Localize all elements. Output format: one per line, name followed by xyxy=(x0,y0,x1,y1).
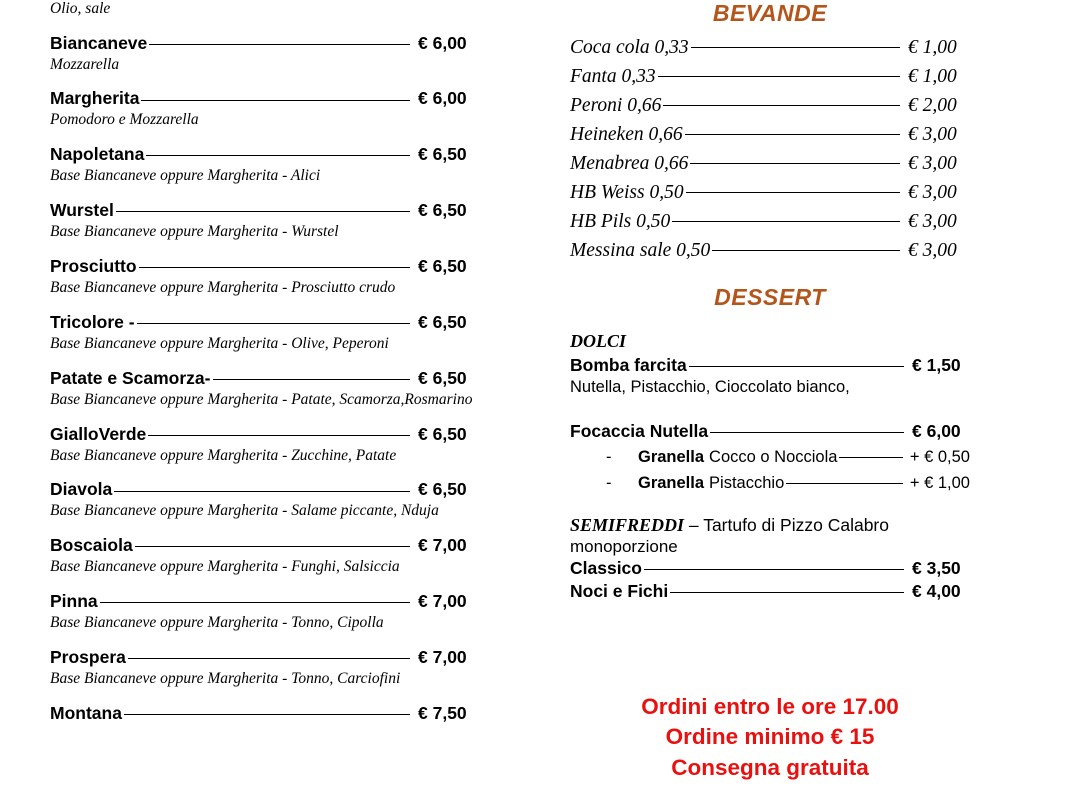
drink-row xyxy=(570,91,970,117)
pizza-item xyxy=(50,31,480,73)
dolci-label: DOLCI xyxy=(570,330,627,351)
pizza-description: Base Biancaneve oppure Margherita - Alici xyxy=(50,167,321,185)
granella-price: + € 0,50 xyxy=(909,448,970,466)
leader-line xyxy=(100,590,410,608)
pizza-description: Pomodoro e Mozzarella xyxy=(50,111,199,129)
drink-price: € 1,00 xyxy=(908,36,957,58)
drink-name: Coca cola 0,33 xyxy=(570,36,689,58)
pizza-description: Base Biancaneve oppure Margherita - Zucchine, Patate xyxy=(50,446,397,464)
leader-line xyxy=(712,236,900,256)
leader-line xyxy=(786,471,903,488)
pizza-item xyxy=(50,534,480,576)
dessert-price: € 6,00 xyxy=(912,420,961,441)
pizza-name-line xyxy=(50,87,480,110)
leader-line xyxy=(128,646,410,664)
drink-name: Fanta 0,33 xyxy=(570,65,656,87)
leader-line xyxy=(670,579,904,597)
granella-price: + € 1,00 xyxy=(909,473,970,492)
leader-line xyxy=(658,62,900,82)
pizza-item xyxy=(50,701,480,724)
pizza-name: Tricolore - xyxy=(50,311,135,332)
pizza-name-line xyxy=(50,310,480,333)
drink-name: Heineken 0,66 xyxy=(570,123,683,145)
semifreddo-row xyxy=(570,579,970,602)
dessert-item-bomba xyxy=(570,354,970,377)
semifreddi-portion: monoporzione xyxy=(570,536,678,556)
pizza-price: € 6,00 xyxy=(418,88,467,109)
granella-option-row xyxy=(606,446,970,468)
pizza-name: Wurstel xyxy=(50,200,114,221)
drink-name: HB Pils 0,50 xyxy=(570,210,671,232)
footer-line-3: Consegna gratuita xyxy=(671,754,869,780)
drink-price: € 3,00 xyxy=(908,210,957,232)
pizza-item xyxy=(50,254,480,296)
section-title-bevande: BEVANDE xyxy=(712,0,828,26)
semifreddo-row xyxy=(570,557,970,580)
drink-row xyxy=(570,236,970,262)
pizza-price: € 6,50 xyxy=(418,367,467,388)
pizza-name-line xyxy=(50,646,480,669)
pizza-name-line xyxy=(50,701,480,724)
leader-line xyxy=(139,254,410,272)
pizza-name-line xyxy=(50,199,480,222)
granella-option-row xyxy=(606,471,970,493)
footer-line-2: Ordine minimo € 15 xyxy=(665,724,875,750)
dessert-item-focaccia xyxy=(570,419,970,442)
pizza-item xyxy=(50,87,480,129)
granella-flavour: Cocco o Nocciola xyxy=(709,448,838,466)
drink-price: € 3,00 xyxy=(908,239,957,261)
pizza-name-line xyxy=(50,143,480,166)
pizza-name: Diavola xyxy=(50,479,113,500)
pizza-list-column xyxy=(50,0,480,738)
drinks-list xyxy=(570,33,970,262)
pizza-name-line xyxy=(50,31,480,54)
pizza-item xyxy=(50,366,480,408)
granella-label: Granella xyxy=(638,448,705,466)
pizza-name: Napoletana xyxy=(50,144,145,165)
leader-line xyxy=(690,149,900,169)
leader-line xyxy=(135,534,410,552)
pizza-name-line xyxy=(50,422,480,445)
pizza-item xyxy=(50,478,480,520)
pizza-description: Base Biancaneve oppure Margherita - Funghi, Salsiccia xyxy=(50,558,400,576)
drink-name: Messina sale 0,50 xyxy=(570,239,711,261)
leader-line xyxy=(141,87,410,105)
bullet-dash: - xyxy=(606,473,612,492)
semifreddo-price: € 3,50 xyxy=(912,558,961,578)
pizza-name: Pinna xyxy=(50,591,98,612)
leader-line xyxy=(839,446,902,463)
drink-price: € 3,00 xyxy=(908,152,957,174)
drink-row xyxy=(570,33,970,59)
dessert-description-bomba: Nutella, Pistacchio, Cioccolato bianco, xyxy=(570,378,850,396)
drink-price: € 3,00 xyxy=(908,123,957,145)
pizza-item xyxy=(50,310,480,352)
pizza-price: € 6,50 xyxy=(418,479,467,500)
pizza-name: Patate e Scamorza- xyxy=(50,367,211,388)
pizza-price: € 6,50 xyxy=(418,200,467,221)
pizza-name-line xyxy=(50,254,480,277)
drink-row xyxy=(570,178,970,204)
leader-line xyxy=(663,91,900,111)
pizza-name: Prospera xyxy=(50,647,126,667)
pizza-description: Base Biancaneve oppure Margherita - Wurstel xyxy=(50,223,339,241)
pizza-price: € 7,50 xyxy=(418,702,467,723)
drink-price: € 3,00 xyxy=(908,181,957,203)
leader-line xyxy=(213,366,411,384)
leader-line xyxy=(137,310,410,328)
pizza-price: € 6,50 xyxy=(418,311,467,332)
granella-options xyxy=(570,446,970,493)
semifreddi-rest: – Tartufo di Pizzo Calabro xyxy=(688,514,889,535)
pizza-description: Base Biancaneve oppure Margherita - Patate, Scamorza,Rosmarino xyxy=(50,390,473,408)
granella-label: Granella xyxy=(638,473,705,492)
semifreddo-name: Classico xyxy=(570,558,642,578)
leader-line xyxy=(644,557,904,575)
pizza-price: € 7,00 xyxy=(418,591,467,612)
pizza-item xyxy=(50,143,480,185)
dessert-name: Focaccia Nutella xyxy=(570,420,709,441)
pizza-name: Montana xyxy=(50,702,122,723)
leader-line xyxy=(691,33,900,53)
partial-description-top: Olio, sale xyxy=(50,0,111,17)
semifreddi-heading xyxy=(570,515,970,536)
pizza-name: Margherita xyxy=(50,88,140,109)
drink-row xyxy=(570,149,970,175)
drink-name: Menabrea 0,66 xyxy=(570,152,689,174)
pizza-item xyxy=(50,590,480,632)
semifreddo-name: Noci e Fichi xyxy=(570,580,669,601)
pizza-price: € 7,00 xyxy=(418,647,467,667)
pizza-price: € 6,00 xyxy=(418,32,467,53)
footer-line-1: Ordini entro le ore 17.00 xyxy=(641,694,899,719)
pizza-name: Prosciutto xyxy=(50,255,137,276)
leader-line xyxy=(685,120,900,140)
leader-line xyxy=(148,422,410,440)
drinks-dessert-column xyxy=(570,0,970,602)
pizza-name-line xyxy=(50,366,480,389)
pizza-description: Base Biancaneve oppure Margherita - Prosciutto crudo xyxy=(50,278,396,296)
pizza-name-line xyxy=(50,534,480,557)
leader-line xyxy=(672,207,900,227)
pizza-description: Base Biancaneve oppure Margherita - Tonno, Cipolla xyxy=(50,614,384,632)
dessert-price: € 1,50 xyxy=(912,355,961,375)
leader-line xyxy=(124,701,410,719)
drink-row xyxy=(570,207,970,233)
semifreddi-list xyxy=(570,557,970,602)
pizza-name: Biancaneve xyxy=(50,32,148,53)
bullet-dash: - xyxy=(606,448,612,466)
drink-row xyxy=(570,120,970,146)
pizza-price: € 6,50 xyxy=(418,423,467,444)
pizza-price: € 6,50 xyxy=(418,255,467,276)
pizza-name-line xyxy=(50,478,480,501)
pizza-name-line xyxy=(50,590,480,613)
pizza-item xyxy=(50,199,480,241)
granella-flavour: Pistacchio xyxy=(709,473,785,492)
pizza-price: € 7,00 xyxy=(418,535,467,556)
drink-price: € 2,00 xyxy=(908,94,957,116)
semifreddo-price: € 4,00 xyxy=(912,580,961,601)
semifreddi-label: SEMIFREDDI xyxy=(570,514,685,535)
footer-notice xyxy=(570,692,970,783)
leader-line xyxy=(146,143,410,161)
leader-line xyxy=(686,178,900,198)
pizza-item xyxy=(50,646,480,688)
leader-line xyxy=(689,354,904,372)
drink-price: € 1,00 xyxy=(908,65,957,87)
pizza-price: € 6,50 xyxy=(418,144,467,165)
drink-name: Peroni 0,66 xyxy=(570,94,662,116)
dessert-name: Bomba farcita xyxy=(570,355,687,375)
pizza-description: Base Biancaneve oppure Margherita - Salame piccante, Nduja xyxy=(50,502,439,520)
pizza-name: GialloVerde xyxy=(50,423,147,444)
leader-line xyxy=(149,31,410,49)
pizza-description: Base Biancaneve oppure Margherita - Tonno, Carciofini xyxy=(50,670,401,687)
leader-line xyxy=(116,199,410,217)
section-title-dessert: DESSERT xyxy=(714,283,826,310)
drink-row xyxy=(570,62,970,88)
leader-line xyxy=(114,478,410,496)
pizza-item xyxy=(50,422,480,464)
pizza-name: Boscaiola xyxy=(50,535,133,556)
pizza-list xyxy=(50,31,480,724)
pizza-description: Base Biancaneve oppure Margherita - Olive, Peperoni xyxy=(50,334,389,352)
pizza-description: Mozzarella xyxy=(50,55,120,73)
leader-line xyxy=(710,419,904,437)
drink-name: HB Weiss 0,50 xyxy=(570,181,684,203)
